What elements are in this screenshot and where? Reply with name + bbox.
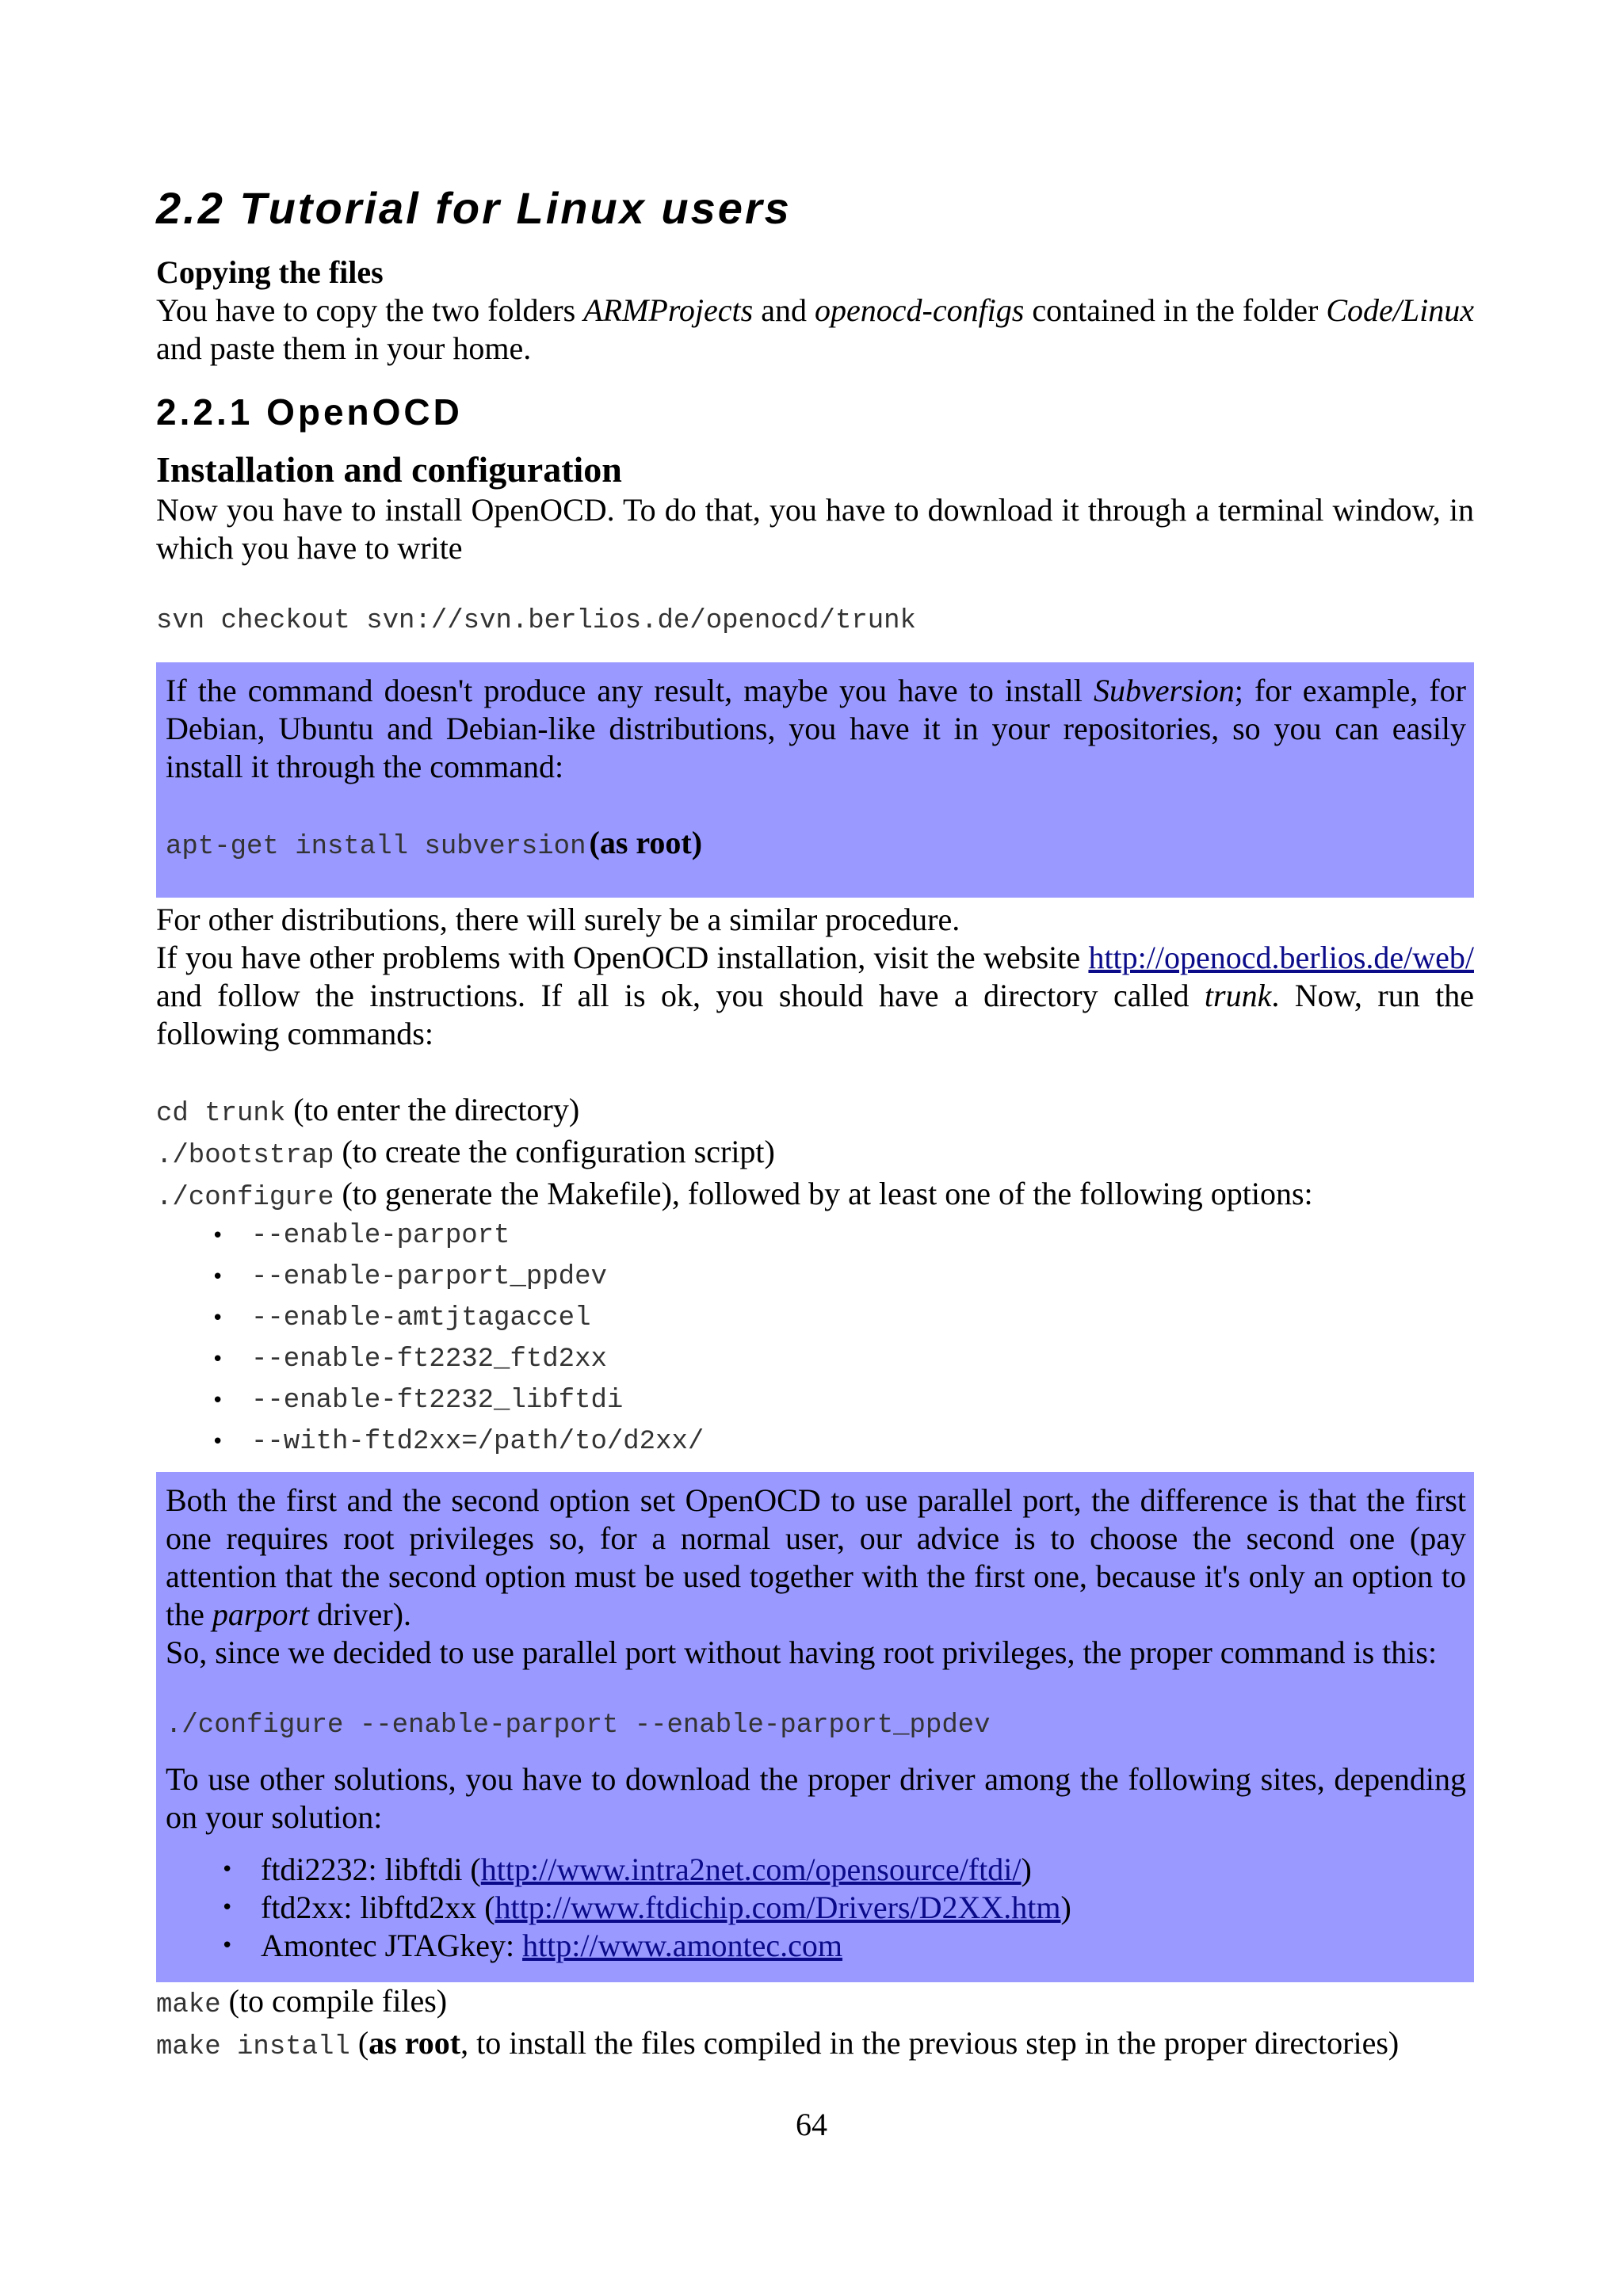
bullet-icon: •	[221, 1858, 234, 1882]
command-desc: , to install the files compiled in the previous step in the proper directories)	[460, 2025, 1400, 2061]
as-root-note: as root	[369, 2025, 461, 2061]
text-span: and paste them in your home.	[156, 330, 532, 366]
list-item	[221, 1927, 1466, 1965]
bullet-icon: •	[221, 1896, 234, 1920]
svn-command: svn checkout svn://svn.berlios.de/openocd/trunk	[156, 606, 916, 636]
list-item	[212, 1382, 1474, 1423]
list-item	[221, 1889, 1466, 1927]
apt-command-line	[166, 824, 1466, 869]
command-code: ./bootstrap	[156, 1141, 334, 1171]
configure-options-list	[156, 1217, 1474, 1464]
text-span: . Now, run the following commands:	[156, 978, 1474, 1051]
command-desc: (to create the configuration script)	[334, 1134, 775, 1169]
list-item	[212, 1217, 1474, 1258]
command-cd	[156, 1091, 1474, 1133]
install-intro: Now you have to install OpenOCD. To do that, you have to download it through a terminal window, in which you have to write	[156, 492, 1474, 566]
note-text: So, since we decided to use parallel port without having root privileges, the proper command is this:	[166, 1634, 1438, 1670]
text-span: Both the first and the second option set OpenOCD to use parallel port, the difference is that the first one requires root privileges so, for a normal user, our advice is to choose the second one (pay attention that the second option must be used together with the first one, because it's only an option to the	[166, 1482, 1466, 1632]
command-list	[156, 1091, 1474, 1217]
problems-paragraph	[156, 939, 1474, 1053]
text-span: driver).	[309, 1596, 411, 1632]
command-desc: (to generate the Makefile), followed by at least one of the following options:	[334, 1176, 1313, 1211]
text-span: contained in the folder	[1024, 292, 1327, 328]
copying-paragraph	[156, 292, 1474, 368]
amontec-link[interactable]: http://www.amontec.com	[522, 1928, 843, 1963]
folder-path: Code/Linux	[1326, 292, 1475, 328]
command-desc: (to compile files)	[220, 1983, 448, 2019]
command-code: make install	[156, 2032, 350, 2062]
list-item	[212, 1423, 1474, 1464]
command-bootstrap	[156, 1133, 1474, 1175]
command-code: ./configure	[156, 1183, 334, 1213]
command-desc: (to enter the directory)	[285, 1092, 580, 1127]
note-text: To use other solutions, you have to download the proper driver among the following sites, depending on your solution:	[166, 1761, 1466, 1835]
configure-command: ./configure --enable-parport --enable-parport_ppdev	[166, 1711, 991, 1741]
folder-name: openocd-configs	[814, 292, 1025, 328]
command-make	[156, 1982, 1474, 2024]
section-title: 2.2 Tutorial for Linux users	[156, 183, 792, 233]
subversion-term: Subversion	[1093, 673, 1235, 708]
openocd-website-link[interactable]: http://openocd.berlios.de/web/	[1088, 940, 1474, 975]
command-configure	[156, 1175, 1474, 1217]
libftdi-link[interactable]: http://www.intra2net.com/opensource/ftdi/	[480, 1852, 1022, 1887]
trunk-term: trunk	[1204, 978, 1272, 1013]
install-heading: Installation and configuration	[156, 449, 622, 490]
text-span: )	[1060, 1890, 1071, 1925]
list-item	[212, 1258, 1474, 1299]
folder-name: ARMProjects	[583, 292, 754, 328]
list-item	[212, 1299, 1474, 1341]
command-code: cd trunk	[156, 1099, 286, 1129]
text-span: If the command doesn't produce any result, maybe you have to install	[166, 673, 1094, 708]
bullet-icon: •	[212, 1265, 224, 1289]
command-make-install	[156, 2024, 1474, 2066]
bullet-icon: •	[212, 1306, 224, 1330]
command-code: make	[156, 1990, 221, 2020]
option-code: --enable-parport_ppdev	[251, 1262, 607, 1292]
text-span: (	[349, 2025, 369, 2061]
note-box-parport	[156, 1472, 1474, 1982]
ftd2xx-link[interactable]: http://www.ftdichip.com/Drivers/D2XX.htm	[495, 1890, 1061, 1925]
text-span: You have to copy the two folders	[156, 292, 584, 328]
page-content	[156, 182, 1474, 2066]
text-span: and	[753, 292, 815, 328]
option-code: --enable-ft2232_ftd2xx	[251, 1344, 607, 1375]
option-code: --enable-amtjtagaccel	[251, 1303, 591, 1333]
note-text	[166, 672, 1466, 786]
other-distributions: For other distributions, there will surely be a similar procedure.	[156, 902, 960, 937]
as-root-note: (as root)	[589, 825, 703, 860]
text-span: )	[1021, 1852, 1032, 1887]
bullet-icon: •	[212, 1224, 224, 1248]
text-span: If you have other problems with OpenOCD installation, visit the website	[156, 940, 1089, 975]
option-code: --enable-parport	[251, 1221, 510, 1251]
list-item	[212, 1341, 1474, 1382]
bullet-icon: •	[212, 1430, 224, 1454]
driver-sites-list	[166, 1851, 1466, 1965]
text-span: ; for example, for Debian, Ubuntu and Debian-like distributions, you have it in your repositories, so you can easily install it through the command:	[166, 673, 1466, 784]
apt-command: apt-get install subversion	[166, 832, 586, 862]
text-span: and follow the instructions. If all is ok, you should have a directory called	[156, 978, 1205, 1013]
subsection-title: 2.2.1 OpenOCD	[156, 391, 463, 433]
copying-heading: Copying the files	[156, 254, 384, 290]
bullet-icon: •	[221, 1934, 234, 1958]
note-text	[166, 1482, 1466, 1634]
option-code: --with-ftd2xx=/path/to/d2xx/	[251, 1427, 705, 1457]
note-box-subversion	[156, 662, 1474, 898]
site-label: ftd2xx: libftd2xx (	[261, 1890, 495, 1925]
site-label: ftdi2232: libftdi (	[261, 1852, 481, 1887]
option-code: --enable-ft2232_libftdi	[251, 1386, 624, 1416]
bullet-icon: •	[212, 1389, 224, 1413]
page-number: 64	[796, 2107, 827, 2142]
list-item	[221, 1851, 1466, 1889]
parport-term: parport	[212, 1596, 310, 1632]
site-label: Amontec JTAGkey:	[261, 1928, 523, 1963]
bullet-icon: •	[212, 1348, 224, 1371]
